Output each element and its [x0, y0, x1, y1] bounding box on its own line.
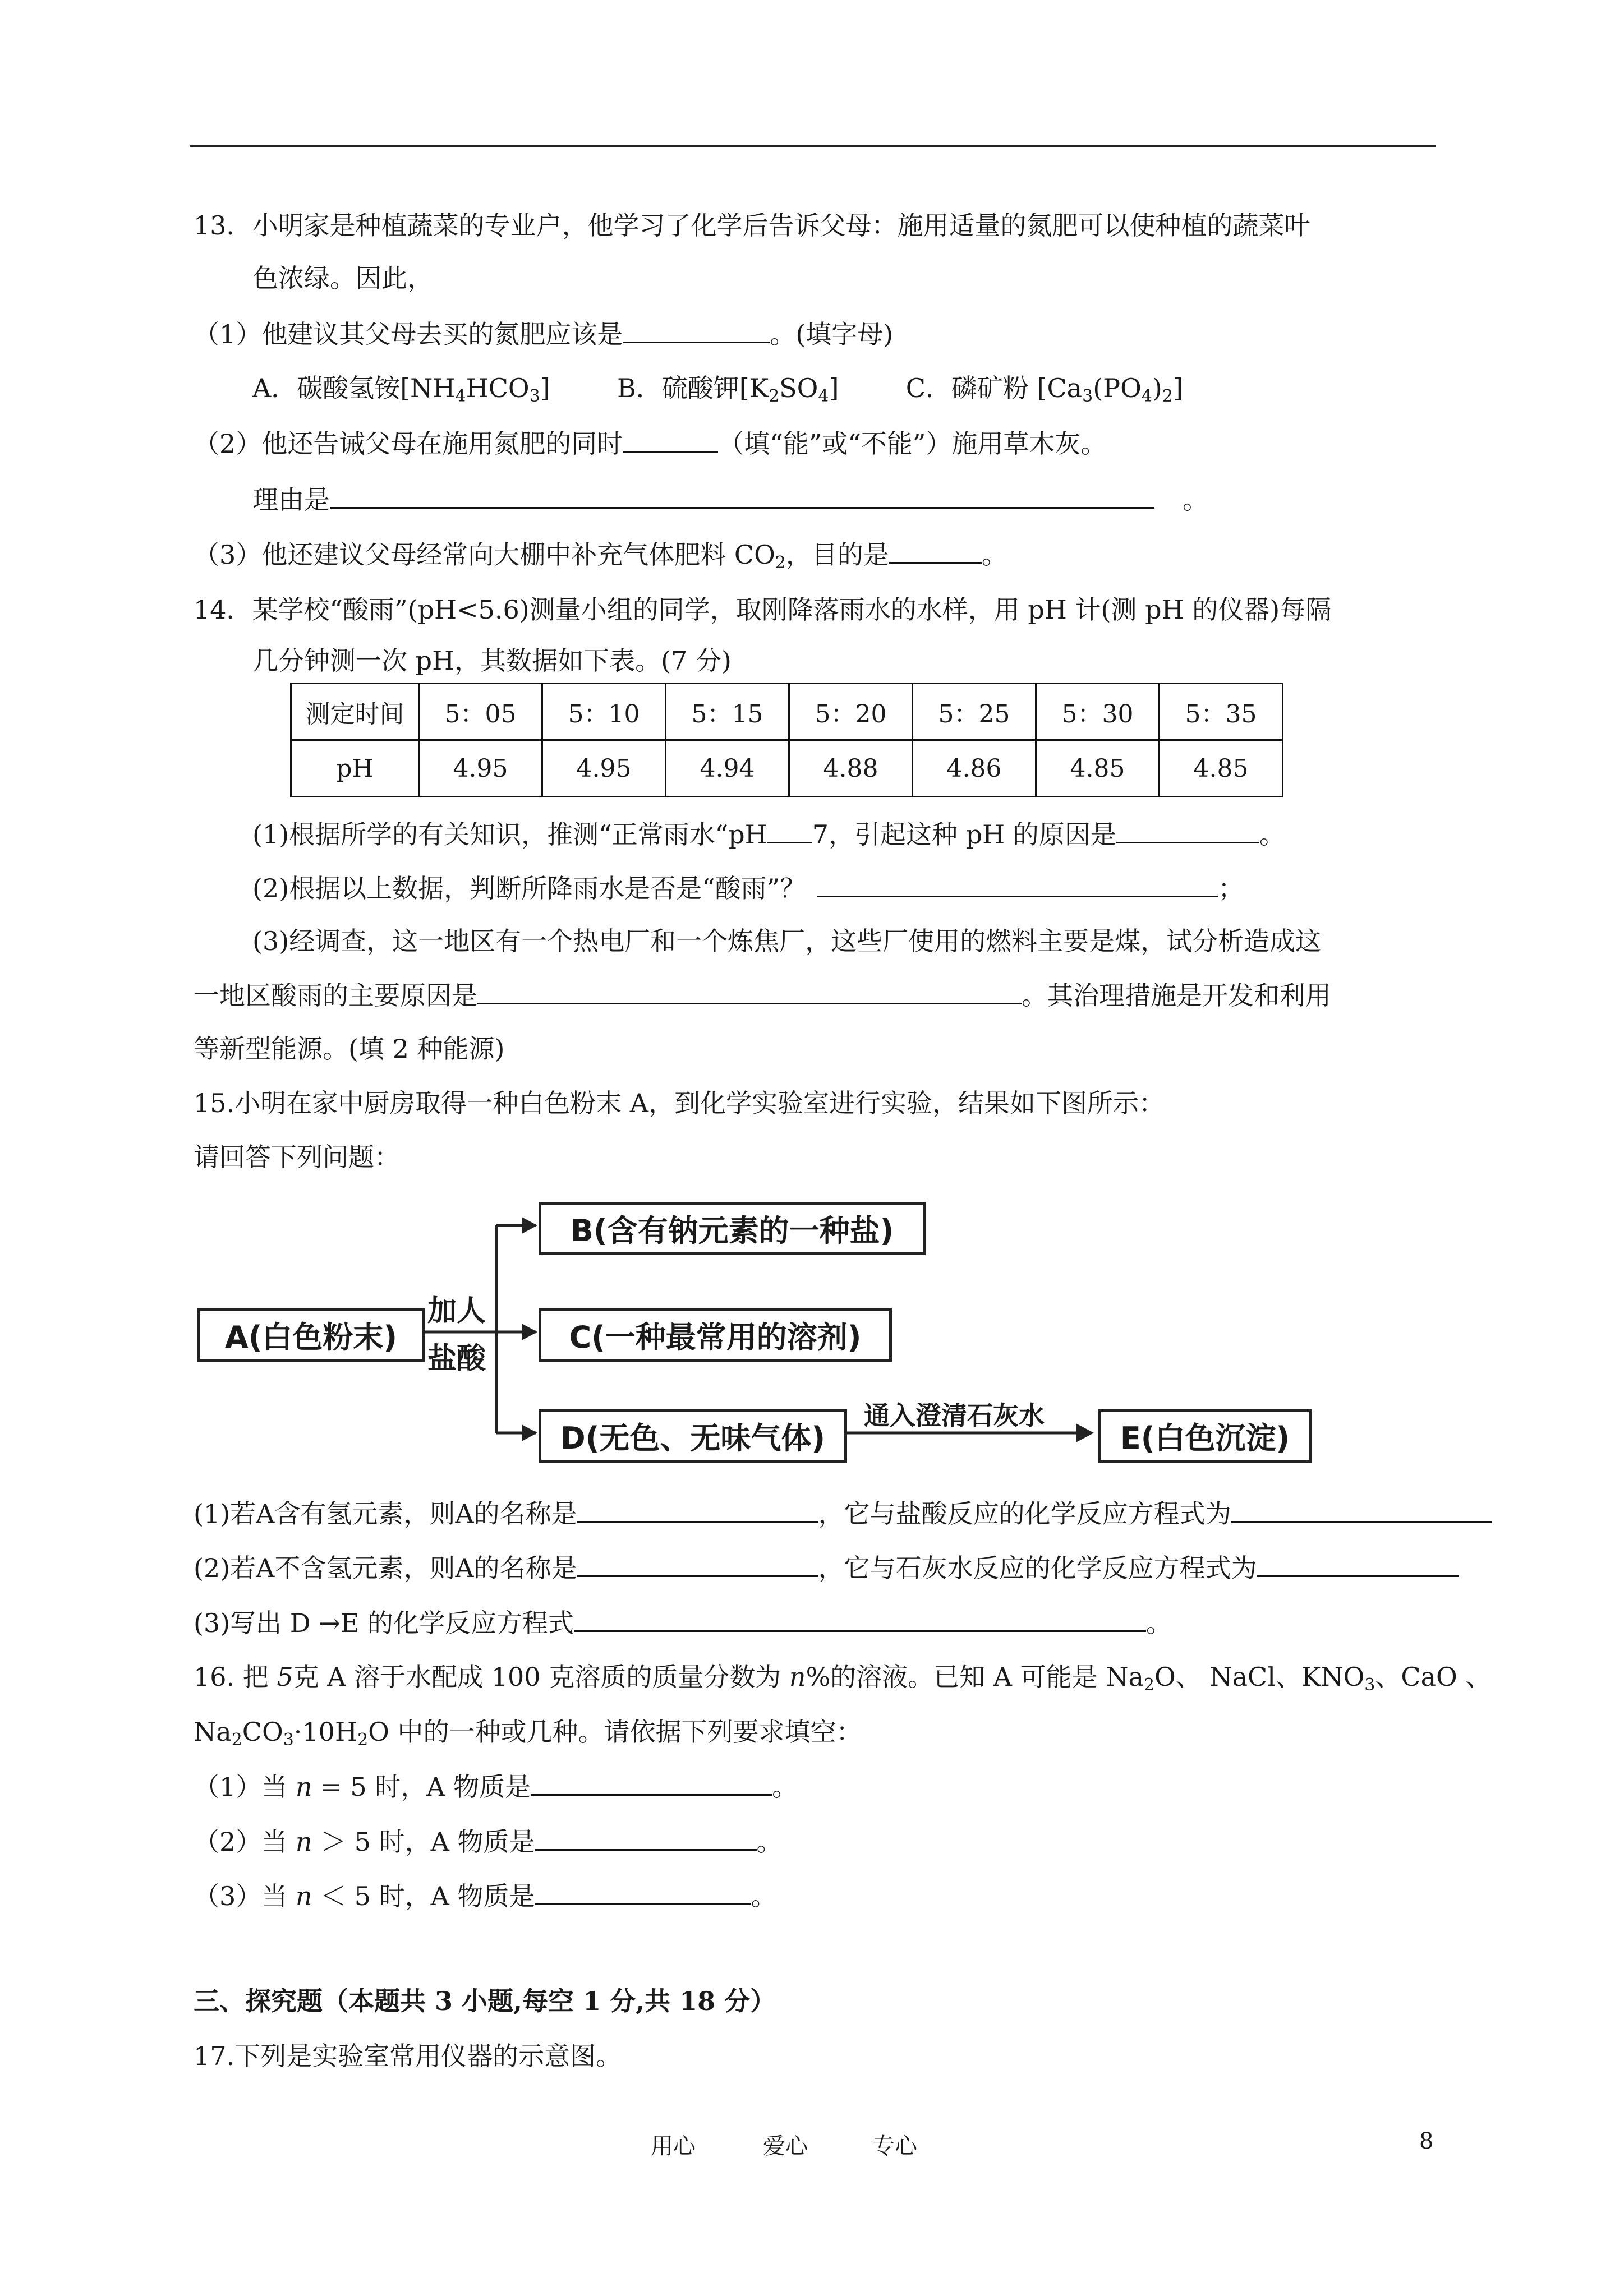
q13-part1-text: （1）他建议其父母去买的氮肥应该是 — [194, 319, 623, 349]
q15-part2: (2)若A不含氢元素，则A的名称是 ，它与石灰水反应的化学反应方程式为 — [194, 1551, 1459, 1585]
q14-stem-line2: 几分钟测一次 pH，其数据如下表。(7 分) — [252, 646, 732, 676]
q16-line1: 16. 把 5克 A 溶于水配成 100 克溶质的质量分数为 n%的溶液。已知 A 可能是 $Na_2O$、 NaCl、$KNO_3$、CaO 、 — [194, 1662, 1492, 1695]
table-cell-ph: 4.88 — [789, 740, 913, 797]
table-cell-ph: 4.94 — [666, 740, 789, 797]
footer-word-3: 专心 — [872, 2133, 917, 2159]
table-cell-time: 5：30 — [1036, 684, 1160, 740]
table-cell-time: 5：15 — [666, 684, 789, 740]
q14-part3-line1: (3)经调查，这一地区有一个热电厂和一个炼焦厂，这些厂使用的燃料主要是煤，试分析造成这 — [252, 926, 1322, 956]
q16-case3: （3）当 n ＜ 5 时，A 物质是 。 — [194, 1879, 777, 1913]
q14-part1: (1)根据所学的有关知识，推测“正常雨水“pH 7，引起这种 pH 的原因是 。 — [252, 817, 1285, 851]
table-cell-time: 5：20 — [789, 684, 913, 740]
table-cell-ph: 4.85 — [1160, 740, 1283, 797]
table-cell-time: 5：25 — [913, 684, 1036, 740]
flow-reagent-line2: 盐酸 — [427, 1342, 486, 1376]
arrow-head-b — [522, 1217, 537, 1234]
table-header-ph: pH — [291, 740, 419, 797]
q16-case1-blank[interactable] — [531, 1769, 772, 1796]
q13-part1-end: 。(填字母) — [770, 319, 894, 349]
q14-stem-line1: 14．某学校“酸雨”(pH<5.6)测量小组的同学，取刚降落雨水的水样，用 pH 计(测 pH 的仪器)每隔 — [194, 594, 1332, 625]
footer-word-1: 用心 — [651, 2133, 696, 2159]
q13-part2: （2）他还告诫父母在施用氮肥的同时 （填“能”或“不能”）施用草木灰。 — [194, 426, 1106, 460]
q15-stem: 15.小明在家中厨房取得一种白色粉末 A，到化学实验室进行实验，结果如下图所示： — [194, 1088, 1165, 1118]
q15-part1-blank-b[interactable] — [1231, 1496, 1492, 1523]
flow-node-c: C(一种最常用的溶剂) — [539, 1308, 892, 1362]
arrow-head-d — [522, 1424, 537, 1441]
q16-case2-blank[interactable] — [535, 1824, 757, 1851]
q16-case3-blank[interactable] — [535, 1879, 751, 1905]
page-number: 8 — [1419, 2128, 1434, 2154]
q15-part2-blank-b[interactable] — [1257, 1551, 1459, 1577]
q16-case2: （2）当 n ＞ 5 时，A 物质是 。 — [194, 1824, 783, 1859]
flow-node-d: D(无色、无味气体) — [539, 1409, 847, 1463]
q15-part2-blank-a[interactable] — [577, 1551, 818, 1577]
table-header-time: 测定时间 — [291, 684, 419, 740]
q14-part3-line2: 一地区酸雨的主要原因是 。其治理措施是开发和利用 — [194, 978, 1331, 1012]
q15-part1-blank-a[interactable] — [577, 1496, 818, 1523]
q15-part1: (1)若A含有氢元素，则A的名称是 ，它与盐酸反应的化学反应方程式为 — [194, 1496, 1492, 1530]
q13-stem-line2: 色浓绿。因此， — [252, 263, 433, 293]
table-cell-time: 5：05 — [419, 684, 542, 740]
q13-option-c: C．磷矿粉 $[Ca_3(PO_4)_2]$ — [905, 373, 1183, 406]
table-cell-time: 5：35 — [1160, 684, 1283, 740]
q16-case1: （1）当 n = 5 时，A 物质是 。 — [194, 1769, 798, 1804]
table-cell-ph: 4.85 — [1036, 740, 1160, 797]
section3-title: 三、探究题（本题共 3 小题,每空 1 分,共 18 分） — [194, 1986, 776, 2016]
flow-node-e: E(白色沉淀) — [1098, 1409, 1312, 1463]
q15-part3-blank[interactable] — [574, 1606, 1146, 1632]
q13-reason: 理由是 。 — [252, 482, 1208, 517]
q14-part3-line3: 等新型能源。(填 2 种能源) — [194, 1034, 505, 1064]
q15-prompt: 请回答下列问题： — [194, 1142, 400, 1172]
q13-part3: （3）他还建议父母经常向大棚中补充气体肥料 $CO_2$，目的是 。 — [194, 537, 1007, 571]
table-cell-time: 5：10 — [542, 684, 666, 740]
flow-arrow-label: 通入澄清石灰水 — [864, 1400, 1045, 1431]
q13-option-a: A．碳酸氢铵$[NH_4HCO_3]$ — [252, 373, 550, 406]
q15-part3: (3)写出 D →E 的化学反应方程式 。 — [194, 1606, 1172, 1640]
q14-part2: (2)根据以上数据，判断所降雨水是否是“酸雨”？ ； — [252, 871, 1244, 905]
table-cell-ph: 4.86 — [913, 740, 1036, 797]
flow-node-b: B(含有钠元素的一种盐) — [539, 1202, 926, 1255]
q16-line2: $Na_2CO_3\cdot 10H_2O$ 中的一种或几种。请依据下列要求填空： — [194, 1717, 862, 1750]
arrow-head-e — [1076, 1423, 1094, 1442]
footer-word-2: 爱心 — [763, 2133, 808, 2159]
table-cell-ph: 4.95 — [419, 740, 542, 797]
q13-stem-line1: 13．小明家是种植蔬菜的专业户，他学习了化学后告诉父母：施用适量的氮肥可以使种植的蔬菜叶 — [194, 210, 1310, 241]
q13-option-b: B．硫酸钾$[K_2SO_4]$ — [617, 373, 839, 406]
q17-stem: 17.下列是实验室常用仪器的示意图。 — [194, 2041, 622, 2071]
flow-reagent-line1: 加人 — [427, 1294, 486, 1328]
arrow-head-c — [522, 1324, 537, 1340]
table-cell-ph: 4.95 — [542, 740, 666, 797]
flow-node-a: A(白色粉末) — [197, 1308, 425, 1362]
